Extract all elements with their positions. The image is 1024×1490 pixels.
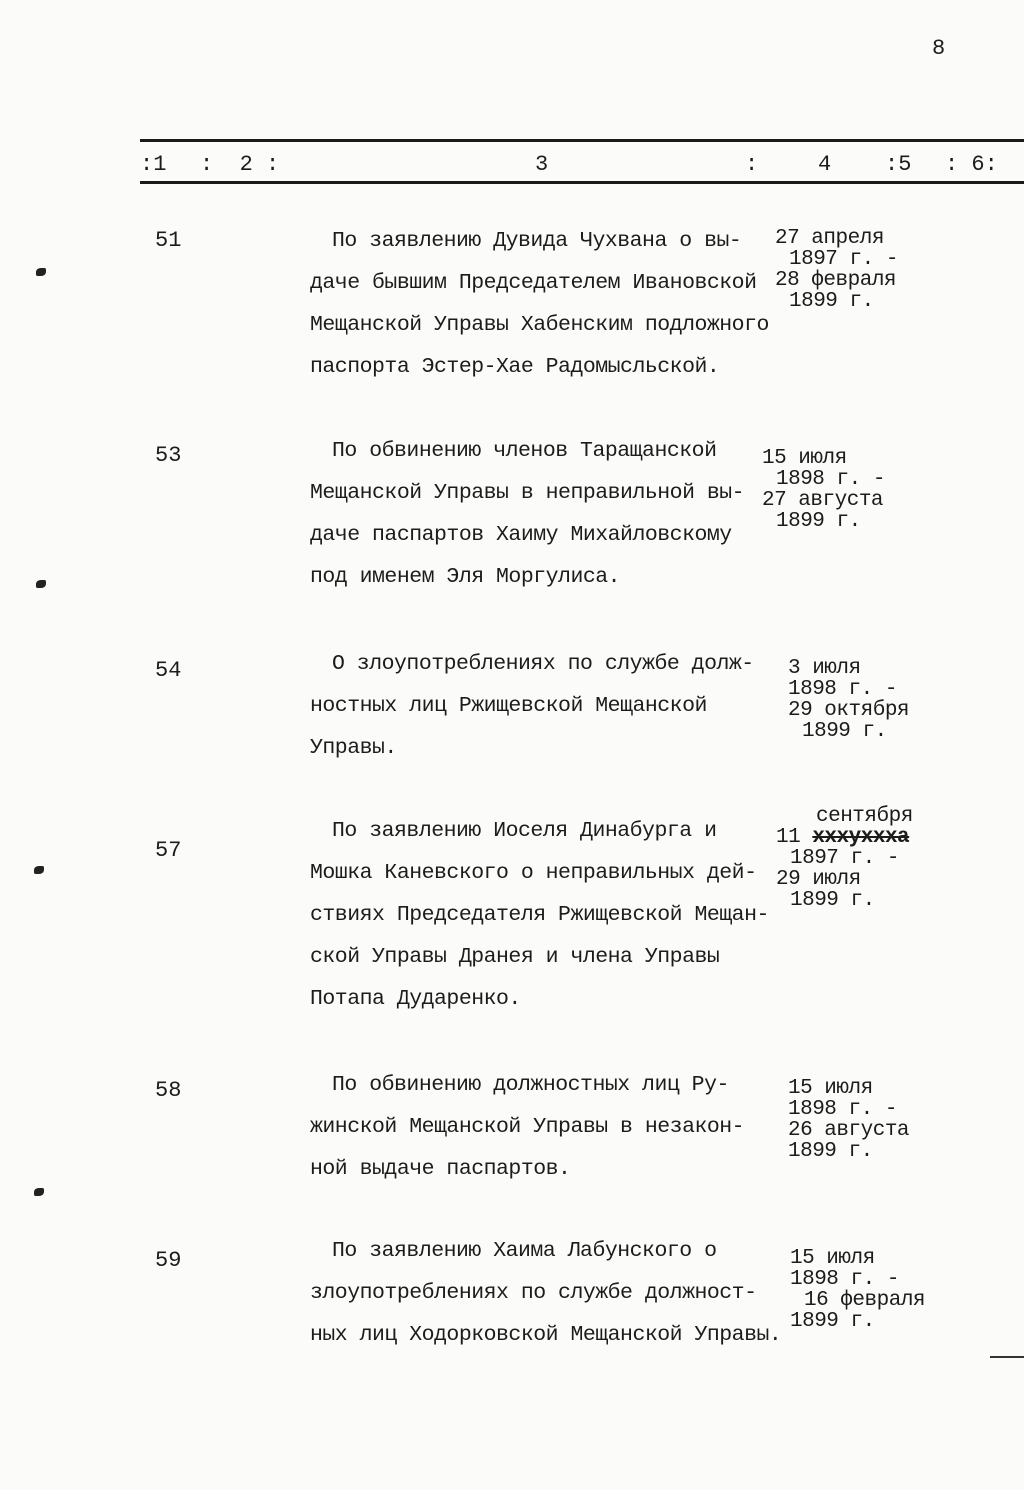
entry-dates <box>790 1248 925 1332</box>
entry-number: 51 <box>155 228 182 253</box>
text-line: даче паспартов Хаиму Михайловскому <box>310 523 732 547</box>
entry-description <box>310 810 769 1020</box>
margin-mark <box>36 580 46 588</box>
entry-description <box>310 430 744 598</box>
entry-dates <box>788 1078 909 1162</box>
text-line: Управы. <box>310 736 397 760</box>
date-line: 28 февраля <box>775 269 897 292</box>
entry-number: 58 <box>155 1078 182 1103</box>
date-line: 15 июля <box>790 1247 875 1270</box>
text-line: По обвинению должностных лиц Ру- <box>332 1073 729 1097</box>
text-line: По заявлению Иоселя Динабурга и <box>332 819 717 843</box>
date-line: 27 августа <box>762 489 884 512</box>
entry-description <box>310 1064 744 1190</box>
date-day: 11 <box>776 826 801 849</box>
date-line: 26 августа <box>788 1119 910 1142</box>
column-1-label: :1 <box>140 152 167 177</box>
text-line: Мошка Каневского о неправильных дей- <box>310 861 757 885</box>
date-line: 15 июля <box>762 447 847 470</box>
column-5-label: :5 <box>885 152 912 177</box>
date-line: 29 июля <box>776 868 861 891</box>
text-line: злоупотреблениях по службе должност- <box>310 1281 757 1305</box>
text-line: ных лиц Ходорковской Мещанской Управы. <box>310 1323 782 1347</box>
date-line: 27 апреля <box>775 227 884 250</box>
date-line: 1899 г. <box>790 1310 875 1333</box>
entry-number: 53 <box>155 443 182 468</box>
text-line: даче бывшим Председателем Ивановской <box>310 271 757 295</box>
entry-dates <box>762 448 885 532</box>
struck-month: хххуххха <box>812 826 910 849</box>
text-line: жинской Мещанской Управы в незакон- <box>310 1115 745 1139</box>
header-bottom-rule <box>140 181 1024 184</box>
entry-dates <box>788 658 909 742</box>
text-line: Мещанской Управы в неправильной вы- <box>310 481 745 505</box>
date-line: 3 июля <box>788 657 861 680</box>
entry-number: 57 <box>155 838 182 863</box>
text-line: О злоупотреблениях по службе долж- <box>332 652 754 676</box>
text-line: Мещанской Управы Хабенским подложного <box>310 313 769 337</box>
text-line: Потапа Дударенко. <box>310 987 521 1011</box>
margin-mark <box>34 1188 44 1196</box>
page-number: 8 <box>932 36 946 61</box>
text-line: По обвинению членов Таращанской <box>332 439 717 463</box>
text-line: ской Управы Дранея и члена Управы <box>310 945 720 969</box>
date-line: 1897 г. - <box>789 248 898 271</box>
date-line: 1898 г. - <box>788 1098 897 1121</box>
date-line: 1899 г. <box>788 1140 873 1163</box>
date-line: 1898 г. - <box>788 678 897 701</box>
margin-mark <box>34 866 44 874</box>
date-line: 1899 г. <box>790 889 875 912</box>
column-2-label: : 2 : <box>200 152 280 177</box>
date-line: 1899 г. <box>789 290 874 313</box>
margin-line <box>990 1356 1024 1358</box>
entry-description <box>310 1230 781 1356</box>
entry-number: 54 <box>155 658 182 683</box>
entry-dates <box>776 806 913 911</box>
date-line: 1899 г. <box>802 720 887 743</box>
entry-number: 59 <box>155 1248 182 1273</box>
header-top-rule <box>140 139 1024 142</box>
text-line: ностных лиц Ржищевской Мещанской <box>310 694 707 718</box>
margin-mark <box>36 268 46 276</box>
date-line: 16 февраля <box>804 1289 926 1312</box>
date-line: 1899 г. <box>776 510 861 533</box>
column-4-label: 4 <box>818 152 832 177</box>
text-line: По заявлению Дувида Чухвана о вы- <box>332 229 742 253</box>
date-line: 29 октября <box>788 699 910 722</box>
text-line: ствиях Председателя Ржищевской Мещан- <box>310 903 769 927</box>
date-line: 1898 г. - <box>790 1268 899 1291</box>
column-6-label: : 6: <box>945 152 998 177</box>
text-line: паспорта Эстер-Хае Радомысльской. <box>310 355 720 379</box>
entry-dates <box>775 228 898 312</box>
column-sep: : <box>745 152 759 177</box>
date-line: 1897 г. - <box>790 847 899 870</box>
date-line: сентября <box>816 805 913 828</box>
text-line: ной выдаче паспартов. <box>310 1157 571 1181</box>
entry-description <box>310 643 754 769</box>
date-line: 1898 г. - <box>776 468 885 491</box>
date-line: 15 июля <box>788 1077 873 1100</box>
column-3-label: 3 <box>535 152 549 177</box>
text-line: под именем Эля Моргулиса. <box>310 565 621 589</box>
text-line: По заявлению Хаима Лабунского о <box>332 1239 717 1263</box>
entry-description <box>310 220 769 388</box>
